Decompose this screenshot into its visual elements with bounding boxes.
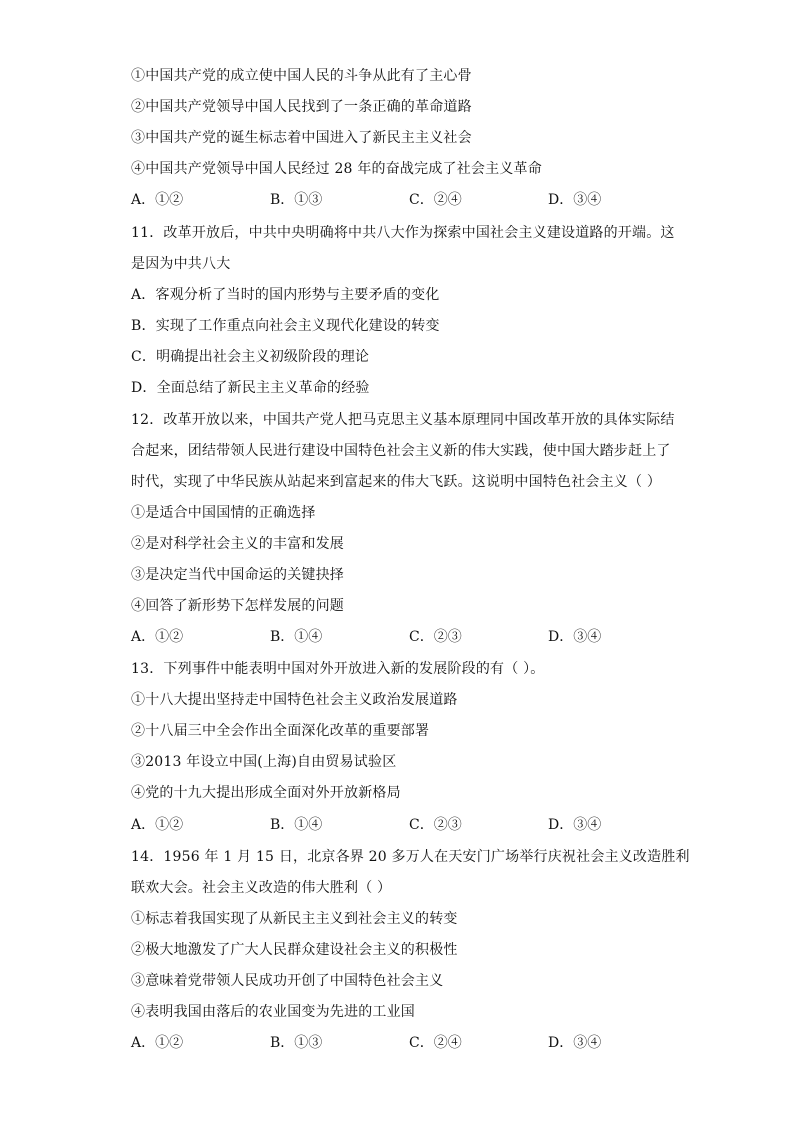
q12-statement-2: ②是对科学社会主义的丰富和发展: [131, 536, 344, 552]
q14-option-a: A．①②: [131, 1035, 184, 1051]
q10-statement-4: ④中国共产党领导中国人民经过 28 年的奋战完成了社会主义革命: [131, 161, 542, 177]
q13-statement-2: ②十八届三中全会作出全面深化改革的重要部署: [131, 723, 430, 739]
q10-option-d: D．③④: [548, 192, 602, 208]
q12-option-d: D．③④: [548, 629, 602, 645]
q12-stem-line-2: 合起来，团结带领人民进行建设中国特色社会主义新的伟大实践，使中国大踏步赶上了: [131, 443, 671, 459]
q14-statement-4: ④表明我国由落后的农业国变为先进的工业国: [131, 1004, 415, 1020]
q12-statement-1: ①是适合中国国情的正确选择: [131, 505, 316, 521]
q11-stem-line-1: 11．改革开放后，中共中央明确将中共八大作为探索中国社会主义建设道路的开端。这: [131, 225, 675, 241]
q12-option-c: C．②③: [409, 629, 462, 645]
q11-choice-d: D．全面总结了新民主主义革命的经验: [131, 380, 370, 396]
q14-statement-2: ②极大地激发了广大人民群众建设社会主义的积极性: [131, 942, 458, 958]
q13-stem-line-1: 13．下列事件中能表明中国对外开放进入新的发展阶段的有（ ）。: [131, 661, 545, 677]
q13-statement-1: ①十八大提出坚持走中国特色社会主义政治发展道路: [131, 692, 458, 708]
q14-stem-line-2: 联欢大会。社会主义改造的伟大胜利（ ）: [131, 880, 392, 896]
q13-options: [131, 815, 671, 835]
q12-option-a: A．①②: [131, 629, 184, 645]
q14-stem-line-1: 14．1956 年 1 月 15 日，北京各界 20 多万人在天安门广场举行庆祝社会主义改造胜利: [131, 849, 690, 865]
q12-statement-3: ③是决定当代中国命运的关键抉择: [131, 567, 344, 583]
q10-option-b: B．①③: [270, 192, 323, 208]
q14-statement-3: ③意味着党带领人民成功开创了中国特色社会主义: [131, 973, 444, 989]
q10-statement-3: ③中国共产党的诞生标志着中国进入了新民主主义社会: [131, 130, 472, 146]
q12-statement-4: ④回答了新形势下怎样发展的问题: [131, 598, 344, 614]
q10-statement-2: ②中国共产党领导中国人民找到了一条正确的革命道路: [131, 99, 472, 115]
q13-option-b: B．①④: [270, 817, 323, 833]
q12-stem-line-1: 12．改革开放以来，中国共产党人把马克思主义基本原理同中国改革开放的具体实际结: [131, 412, 675, 428]
q12-options: [131, 627, 671, 647]
q13-option-c: C．②③: [409, 817, 462, 833]
q11-choice-b: B．实现了工作重点向社会主义现代化建设的转变: [131, 318, 440, 334]
q11-stem-line-2: 是因为中共八大: [131, 256, 231, 272]
q10-option-c: C．②④: [409, 192, 462, 208]
q14-statement-1: ①标志着我国实现了从新民主主义到社会主义的转变: [131, 911, 458, 927]
q13-statement-4: ④党的十九大提出形成全面对外开放新格局: [131, 785, 401, 801]
q14-option-c: C．②④: [409, 1035, 462, 1051]
q13-statement-3: ③2013 年设立中国(上海)自由贸易试验区: [131, 754, 397, 770]
q14-options: [131, 1033, 671, 1053]
q13-option-d: D．③④: [548, 817, 602, 833]
q10-options: [131, 190, 671, 210]
q14-option-b: B．①③: [270, 1035, 323, 1051]
q11-choice-c: C．明确提出社会主义初级阶段的理论: [131, 349, 370, 365]
q11-choice-a: A．客观分析了当时的国内形势与主要矛盾的变化: [131, 287, 440, 303]
q13-option-a: A．①②: [131, 817, 184, 833]
q12-option-b: B．①④: [270, 629, 323, 645]
q14-option-d: D．③④: [548, 1035, 602, 1051]
q10-statement-1: ①中国共产党的成立使中国人民的斗争从此有了主心骨: [131, 68, 472, 84]
q12-stem-line-3: 时代，实现了中华民族从站起来到富起来的伟大飞跃。这说明中国特色社会主义（ ）: [131, 474, 662, 490]
q10-option-a: A．①②: [131, 192, 184, 208]
